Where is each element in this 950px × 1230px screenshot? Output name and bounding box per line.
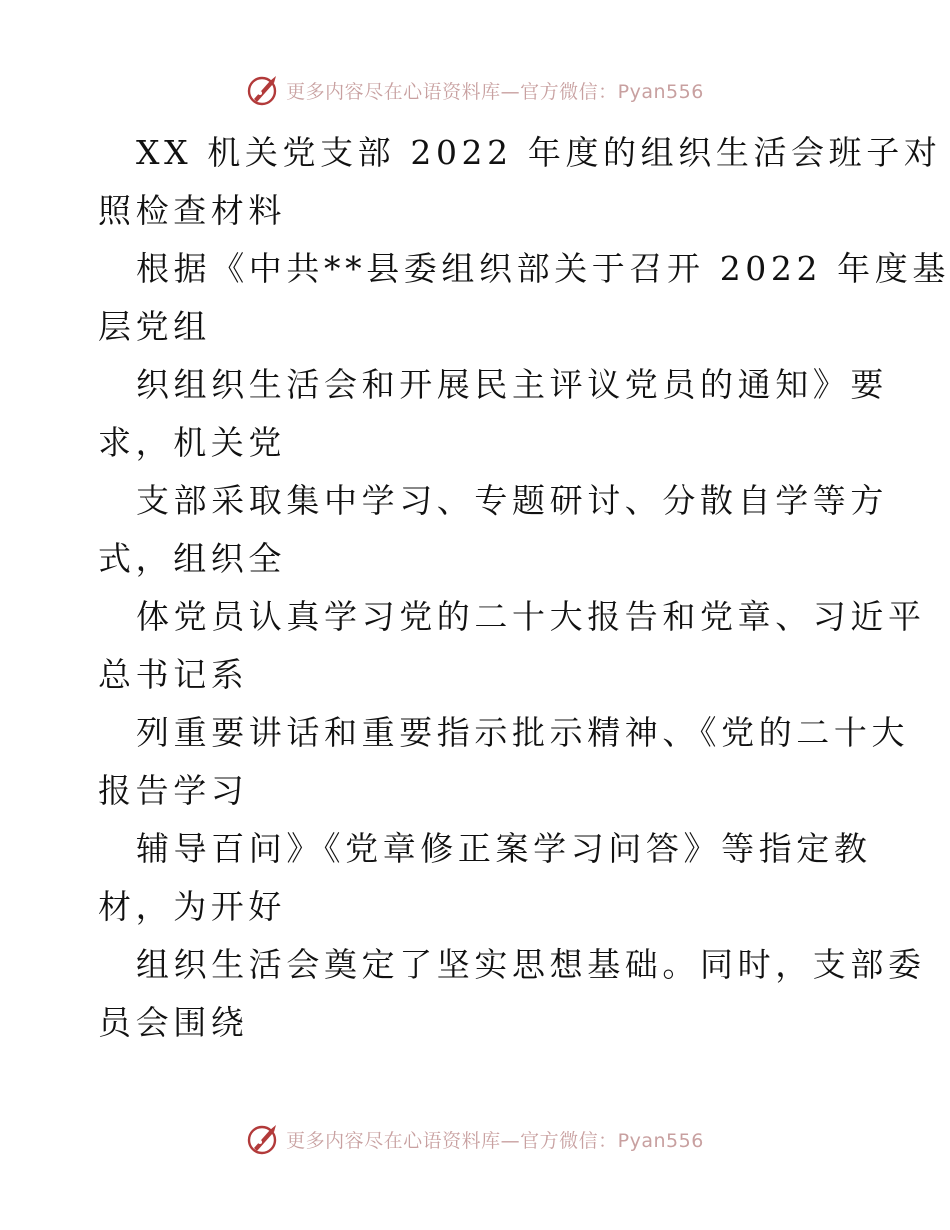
doc-text-line: 总书记系 xyxy=(98,655,249,694)
doc-text-line: 织组织生活会和开展民主评议党员的通知》要 xyxy=(136,365,888,404)
footer-banner xyxy=(0,1119,950,1159)
header-banner xyxy=(0,70,950,110)
doc-title-line-1: XX 机关党支部 2022 年度的组织生活会班子对 xyxy=(136,133,942,172)
doc-text-line: 材，为开好 xyxy=(98,887,286,926)
doc-text-line: 根据《中共**县委组织部关于召开 2022 年度基 xyxy=(136,249,950,288)
doc-text-line: 列重要讲话和重要指示批示精神、《党的二十大 xyxy=(136,713,910,752)
footer-banner-text: 更多内容尽在心语资料库—官方微信：Pyan556 xyxy=(286,1129,704,1152)
doc-text-line: 员会围绕 xyxy=(98,1003,249,1042)
doc-text-line: 求，机关党 xyxy=(98,423,286,462)
header-banner-text: 更多内容尽在心语资料库—官方微信：Pyan556 xyxy=(286,80,704,103)
doc-text-line: 组织生活会奠定了坚实思想基础。同时，支部委 xyxy=(136,945,926,984)
doc-text-line: 体党员认真学习党的二十大报告和党章、习近平 xyxy=(136,597,926,636)
quill-pen-circle-icon xyxy=(246,1122,280,1156)
doc-title-line-2: 照检查材料 xyxy=(98,191,286,230)
doc-text-line: 辅导百问》《党章修正案学习问答》等指定教 xyxy=(136,829,872,868)
doc-text-line: 支部采取集中学习、专题研讨、分散自学等方 xyxy=(136,481,888,520)
doc-text-line: 式，组织全 xyxy=(98,539,286,578)
document-body xyxy=(98,124,950,1052)
doc-text-line: 层党组 xyxy=(98,307,211,346)
doc-text-line: 报告学习 xyxy=(98,771,249,810)
quill-pen-circle-icon xyxy=(246,73,280,107)
